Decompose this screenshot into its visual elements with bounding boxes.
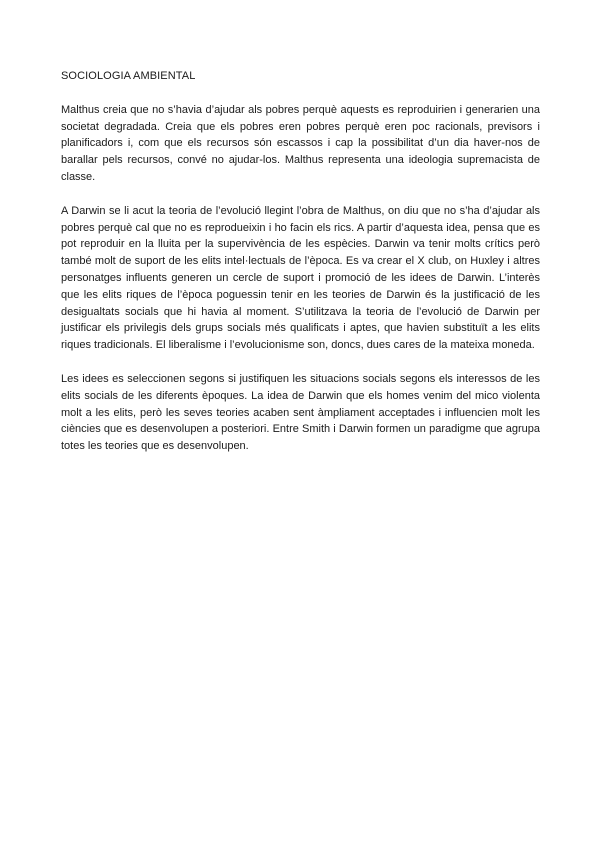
paragraph-malthus: Malthus creia que no s’havia d’ajudar als pobres perquè aquests es reproduirien i generarien una societat degradada. Creia que els pobres eren pobres perquè eren poc racionals, previsors i planificadors i, com que els recursos són escassos i cap la possibilitat d’un dia haver-nos de barallar pels recursos, convé no ajudar-los. Malthus representa una ideologia supremacista de classe. <box>61 103 540 183</box>
document-body <box>61 68 540 472</box>
paragraph-darwin: A Darwin se li acut la teoria de l’evolució llegint l’obra de Malthus, on diu que no s’ha d’ajudar als pobres perquè cal que no es reprodueixin i ho facin els rics. A partir d’aquesta idea, pensa que es pot reproduir en la lluita per la supervivència de les espècies. Darwin va tenir molts crítics però també molt de suport de les elits intel·lectuals de l’època. Es va crear el X club, on Huxley i altres personatges influents generen un cercle de suport i promoció de les idees de Darwin. L’interès que les elits riques de l’època poguessin tenir en les teories de Darwin és la justificació de les desigualtats socials que hi havia al moment. S’utilitzava la teoria de l’evolució de Darwin per justificar els privilegis dels grups socials més qualificats i aptes, que havien substituït a les elits riques tradicionals. El liberalisme i l’evolucionisme son, doncs, dues cares de la mateixa moneda. <box>61 204 540 352</box>
document-title: SOCIOLOGIA AMBIENTAL <box>61 70 196 82</box>
paragraph-ideas: Les idees es seleccionen segons si justifiquen les situacions socials segons els interessos de les elits socials de les diferents èpoques. La idea de Darwin que els homes venim del mico violenta molt a les elits, però les seves teories acaben sent àmpliament acceptades i influencien molt les ciències que es desenvolupen a posteriori. Entre Smith i Darwin formen un paradigme que agrupa totes les teories que es desenvolupen. <box>61 372 540 453</box>
